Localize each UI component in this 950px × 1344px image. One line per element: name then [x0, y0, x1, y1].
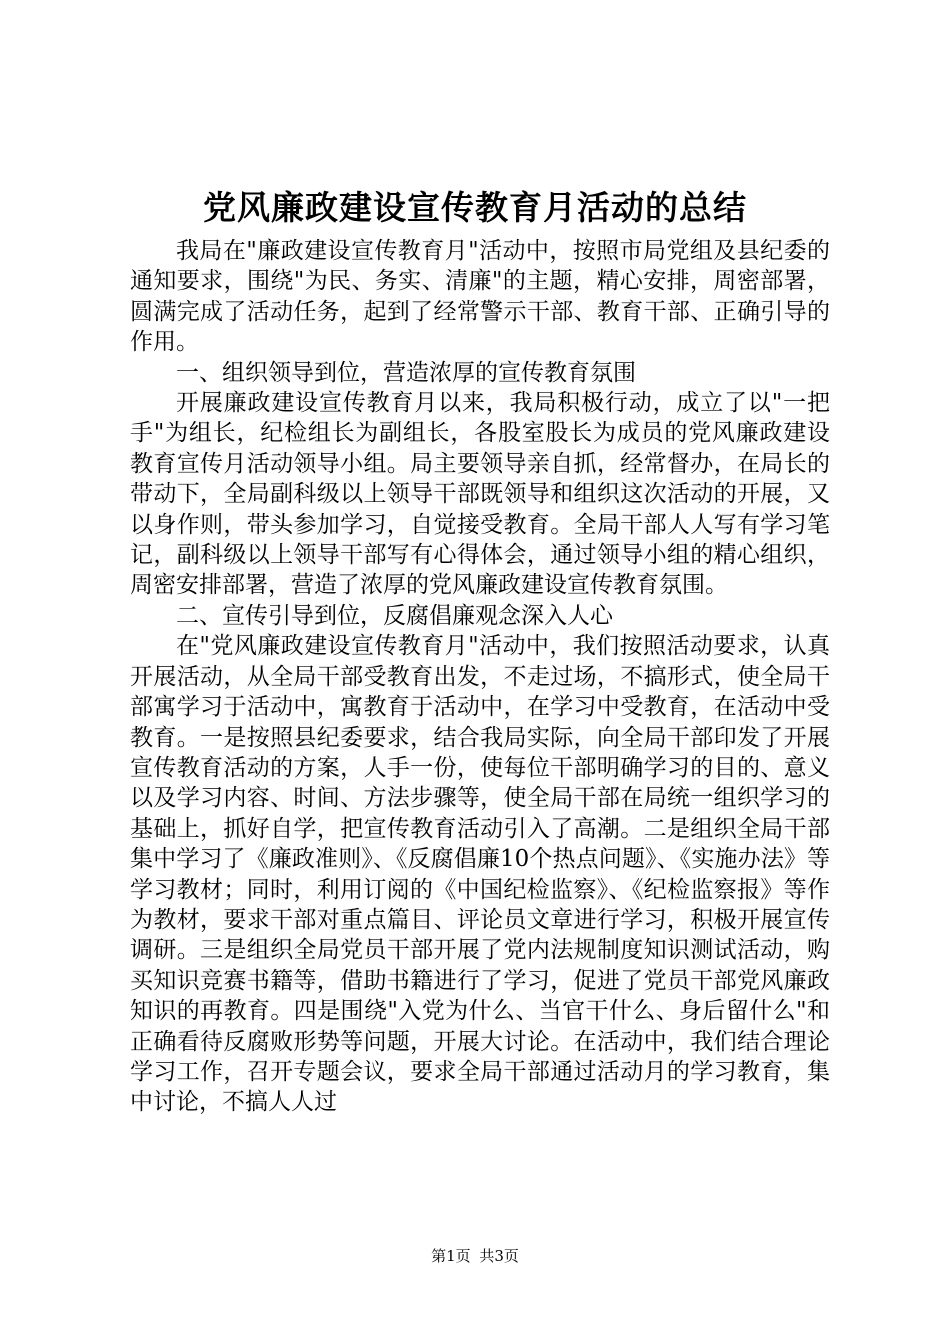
- page-footer: [0, 1246, 950, 1266]
- paragraph-section-2: 在"党风廉政建设宣传教育月"活动中，我们按照活动要求，认真开展活动，从全局干部受教育出发，不走过场，不搞形式，使全局干部寓学习于活动中，寓教育于活动中，在学习中受教育，在活动中受教育。一是按照县纪委要求，结合我局实际，向全局干部印发了开展宣传教育活动的方案，人手一份，使每位干部明确学习的目的、意义以及学习内容、时间、方法步骤等，使全局干部在局统一组织学习的基础上，抓好自学，把宣传教育活动引入了高潮。二是组织全局干部集中学习了《廉政准则》、《反腐倡廉10个热点问题》、《实施办法》等学习教材；同时，利用订阅的《中国纪检监察》、《纪检监察报》等作为教材，要求干部对重点篇目、评论员文章进行学习，积极开展宣传调研。三是组织全局党员干部开展了党内法规制度知识测试活动，购买知识竞赛书籍等，借助书籍进行了学习，促进了党员干部党风廉政知识的再教育。四是围绕"入党为什么、当官干什么、身后留什么"和正确看待反腐败形势等问题，开展大讨论。在活动中，我们结合理论学习工作，召开专题会议，要求全局干部通过活动月的学习教育，集中讨论，不搞人人过: [130, 633, 830, 1116]
- paragraph-section-1: 开展廉政建设宣传教育月以来，我局积极行动，成立了以"一把手"为组长，纪检组长为副组长，各股室股长为成员的党风廉政建设教育宣传月活动领导小组。局主要领导亲自抓，经常督办，在局长的带动下，全局副科级以上领导干部既领导和组织这次活动的开展，又以身作则，带头参加学习，自觉接受教育。全局干部人人写有学习笔记，副科级以上领导干部写有心得体会，通过领导小组的精心组织，周密安排部署，营造了浓厚的党风廉政建设宣传教育氛围。: [130, 390, 830, 599]
- document-title: 党风廉政建设宣传教育月活动的总结: [203, 188, 747, 227]
- section-heading-2: 二、宣传引导到位，反腐倡廉观念深入人心: [176, 602, 613, 629]
- document-body: [130, 236, 830, 1118]
- page-number: 第1页: [431, 1247, 471, 1265]
- paragraph-intro: 我局在"廉政建设宣传教育月"活动中，按照市局党组及县纪委的通知要求，围绕"为民、务实、清廉"的主题，精心安排，周密部署，圆满完成了活动任务，起到了经常警示干部、教育干部、正确引导的作用。: [130, 238, 830, 356]
- page-total: 共3页: [479, 1247, 519, 1265]
- section-heading-1: 一、组织领导到位，营造浓厚的宣传教育氛围: [176, 359, 636, 386]
